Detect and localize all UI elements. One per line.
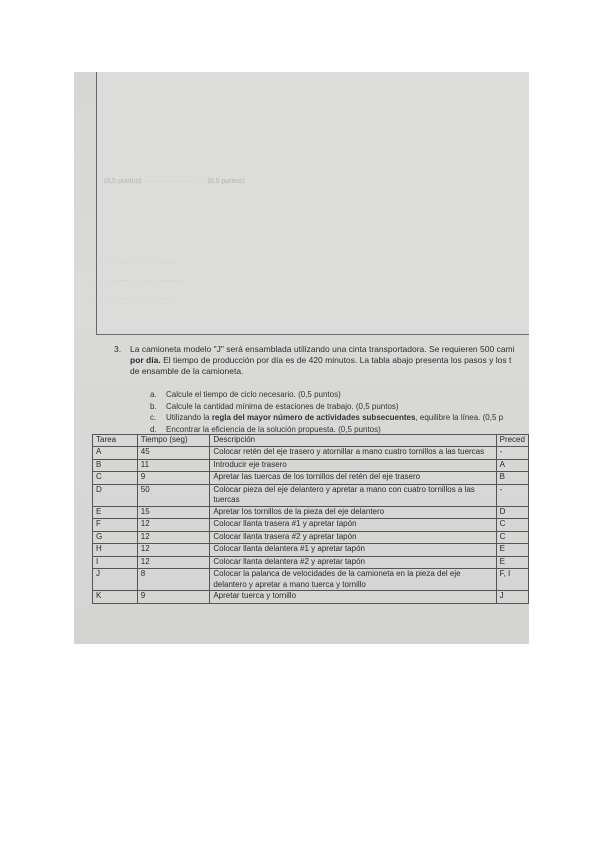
subquestion-b xyxy=(150,401,503,413)
cell-precedencia: C xyxy=(496,519,528,532)
subquestion-text: Calcule el tiempo de ciclo necesario. (0,5 puntos) xyxy=(166,390,341,399)
cell-tiempo: 12 xyxy=(137,544,210,557)
cell-tarea: F xyxy=(93,519,138,532)
cell-tarea: G xyxy=(93,531,138,544)
table-row xyxy=(93,459,529,472)
cell-tiempo: 12 xyxy=(137,519,210,532)
cell-precedencia: B xyxy=(496,472,528,485)
statement-line: La camioneta modelo "J" será ensamblada utilizando una cinta transportadora. Se requieren 500 cami xyxy=(130,344,515,354)
cell-tarea: E xyxy=(93,506,138,519)
cell-tarea: H xyxy=(93,544,138,557)
cell-tiempo: 45 xyxy=(137,447,210,460)
subquestion-letter: b. xyxy=(150,401,157,411)
cell-tiempo: 8 xyxy=(137,569,210,591)
subquestion-letter: c. xyxy=(150,413,157,422)
table-row xyxy=(93,472,529,485)
cell-descripcion: Colocar llanta delantera #2 y apretar tapón xyxy=(210,556,496,569)
cell-descripcion: Colocar llanta delantera #1 y apretar tapón xyxy=(210,544,496,557)
cell-precedencia: A xyxy=(496,459,528,472)
subquestion-a xyxy=(150,389,503,401)
cell-tarea: B xyxy=(93,459,138,472)
table-header-row xyxy=(93,435,529,447)
table-row xyxy=(93,506,529,519)
subquestion-text: Encontrar la eficiencia de la solución propuesta. (0,5 puntos) xyxy=(166,424,381,434)
document-photo xyxy=(74,72,529,644)
cell-tarea: A xyxy=(93,447,138,460)
cell-tarea: J xyxy=(93,569,138,591)
cell-tiempo: 15 xyxy=(137,506,210,519)
subquestion-letter: d. xyxy=(150,424,157,434)
cell-precedencia: E xyxy=(496,556,528,569)
statement-line xyxy=(130,355,529,366)
cell-descripcion: Colocar llanta trasera #2 y apretar tapón xyxy=(210,531,496,544)
subquestions xyxy=(150,389,503,435)
table-row xyxy=(93,484,529,506)
cell-descripcion: Introducir eje trasero xyxy=(210,459,496,472)
subquestion-text: , equilibre la línea. (0,5 p xyxy=(415,413,504,422)
cell-precedencia: D xyxy=(496,506,528,519)
cell-tiempo: 50 xyxy=(137,484,210,506)
header-tiempo: Tiempo (seg) xyxy=(137,435,210,447)
header-precedencia: Preced xyxy=(496,435,528,447)
subquestion-c xyxy=(150,412,503,424)
cell-tiempo: 9 xyxy=(137,591,210,604)
table-row xyxy=(93,544,529,557)
header-tarea: Tarea xyxy=(93,435,138,447)
statement-rest: El tiempo de producción por día es de 420 minutos. La tabla abajo presenta los pasos y los t xyxy=(160,355,512,365)
table-row xyxy=(93,569,529,591)
cell-tarea: D xyxy=(93,484,138,506)
faded-text: · · · · · · · · · · · · · · · · · · · · · · · xyxy=(90,296,173,302)
cell-tarea: K xyxy=(93,591,138,604)
subquestion-text: Utilizando la xyxy=(166,413,212,422)
cell-descripcion: Apretar las tuercas de los tornillos del retén del eje trasero xyxy=(210,472,496,485)
cell-descripcion: Colocar retén del eje trasero y atornillar a mano cuatro tornillos a las tuercas xyxy=(210,447,496,460)
cell-precedencia: - xyxy=(496,484,528,506)
tasks-table xyxy=(92,434,529,604)
cell-descripcion: Apretar los tornillos de la pieza del eje delantero xyxy=(210,506,496,519)
subquestion-letter: a. xyxy=(150,390,157,399)
faded-text: · · · · · · · · · · · · · · · · · · · · · · · · xyxy=(90,260,177,266)
cell-descripcion: Colocar pieza del eje delantero y apretar a mano con cuatro tornillos a las tuercas xyxy=(210,484,496,506)
cell-precedencia: C xyxy=(496,531,528,544)
question-number: 3. xyxy=(114,344,122,354)
table-row xyxy=(93,447,529,460)
cell-tiempo: 11 xyxy=(137,459,210,472)
statement-bold: por día. xyxy=(130,355,161,365)
cell-precedencia: E xyxy=(496,544,528,557)
cell-tarea: I xyxy=(93,556,138,569)
statement-line: de ensamble de la camioneta. xyxy=(130,366,244,376)
cell-tiempo: 12 xyxy=(137,556,210,569)
table-row xyxy=(93,556,529,569)
faded-text: · · · · · · · · · · · · · · · · · · · · · · · · · · · xyxy=(90,278,188,284)
faded-text: (0,5 puntos) · · · · · · · · · · · · · · · (0,5 puntos) xyxy=(104,178,245,185)
cell-descripcion: Apretar tuerca y tornillo xyxy=(210,591,496,604)
cell-tiempo: 9 xyxy=(137,472,210,485)
cell-precedencia: J xyxy=(496,591,528,604)
cell-precedencia: F, I xyxy=(496,569,528,591)
table-row xyxy=(93,519,529,532)
subquestion-bold: regla del mayor número de actividades subsecuentes xyxy=(211,413,416,422)
table-row xyxy=(93,591,529,604)
cell-descripcion: Colocar llanta trasera #1 y apretar tapón xyxy=(210,519,496,532)
header-descripcion: Descripción xyxy=(210,435,496,447)
table-row xyxy=(93,531,529,544)
cell-tiempo: 12 xyxy=(137,531,210,544)
cell-precedencia: - xyxy=(496,447,528,460)
question-statement xyxy=(130,344,529,377)
subquestion-text: Calcule la cantidad mínima de estaciones de trabajo. (0,5 puntos) xyxy=(166,401,399,411)
cell-descripcion: Colocar la palanca de velocidades de la camioneta en la pieza del eje delantero y apretar a mano tuerca y tornillo xyxy=(210,569,496,591)
cell-tarea: C xyxy=(93,472,138,485)
